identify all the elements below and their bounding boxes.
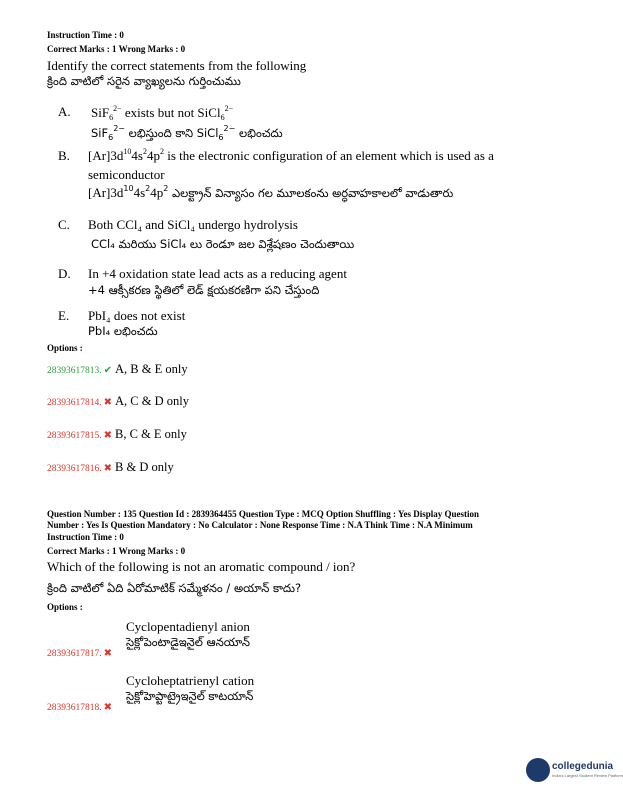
q2-header-line1: Question Number : 135 Question Id : 2839364455 Question Type : MCQ Option Shuffling : Yes Display Question: [47, 509, 479, 519]
cross-icon: ✖: [103, 463, 113, 474]
q1-options-label: Options :: [47, 343, 83, 353]
option-id: 28393617816.: [47, 464, 102, 474]
statement-c-te: CCl₄ మరియు SiCl₄ లు రెండూ జల విశ్లేషణం చెందుతాయి: [91, 237, 355, 251]
option-id: 28393617814.: [47, 398, 102, 408]
statement-c-en: Both CCl₄ and SiCl₄ undergo hydrolysis: [88, 217, 298, 232]
option-id: 28393617813.: [47, 366, 102, 376]
q2-option-1-en: Cyclopentadienyl anion: [126, 619, 250, 634]
q2-options-label: Options :: [47, 602, 83, 612]
check-icon: ✔: [103, 365, 113, 376]
cross-icon: ✖: [103, 702, 113, 713]
statement-e-en: PbI₄ does not exist: [88, 308, 186, 323]
option-id: 28393617817.: [47, 649, 102, 659]
q1-option[interactable]: [47, 425, 187, 443]
q2-header-line2: Number : Yes Is Question Mandatory : No Calculator : None Response Time : N.A Think Time : N.A Minimum: [47, 520, 473, 530]
q2-option-2-en: Cycloheptatrienyl cation: [126, 673, 255, 688]
q2-text-te: క్రింది వాటిలో ఏది ఏరోమాటిక్ సమ్మేళనం / అయాన్ కాదు?: [47, 581, 302, 595]
q2-option[interactable]: [47, 697, 115, 715]
cross-icon: ✖: [103, 397, 113, 408]
option-text: B & D only: [115, 460, 174, 474]
collegedunia-logo: [526, 758, 623, 790]
option-id: 28393617815.: [47, 431, 102, 441]
statement-d-te: +4 ఆక్సీకరణ స్థితిలో లెడ్ క్షయకరణిగా పని చేస్తుంది: [88, 283, 320, 297]
logo-avatar-icon: [526, 758, 550, 782]
statement-c-label: C.: [58, 217, 70, 232]
cross-icon: ✖: [103, 430, 113, 441]
statement-a-label: A.: [58, 104, 71, 119]
q2-option-1-te: సైక్లోపెంటాడైఇనైల్ ఆనయాన్: [126, 635, 250, 649]
q2-text-en: Which of the following is not an aromatic compound / ion?: [47, 559, 356, 574]
statement-a-en: SiF$_6^{2-}$ exists but not SiCl$_6^{2-}$: [91, 104, 234, 122]
statement-b-te: $[Ar]3d^{10}4s^24p^2$ ఎలక్ట్రాన్ విన్యాసం గల మూలకంను అర్ధవాహకాలలో వాడుతారు: [88, 184, 454, 200]
q2-option[interactable]: [47, 643, 115, 661]
q1-text-en: Identify the correct statements from the following: [47, 58, 307, 73]
option-text: A, C & D only: [115, 394, 189, 408]
statement-e-label: E.: [58, 308, 70, 323]
statement-d-label: D.: [58, 266, 71, 281]
q1-option[interactable]: [47, 458, 174, 476]
option-id: 28393617818.: [47, 703, 102, 713]
q1-instruction-time: Instruction Time : 0: [47, 30, 124, 40]
q1-text-te: క్రింది వాటిలో సరైన వ్యాఖ్యలను గుర్తించుము: [47, 74, 241, 88]
statement-d-en: In +4 oxidation state lead acts as a reducing agent: [88, 266, 347, 281]
q2-marks: Correct Marks : 1 Wrong Marks : 0: [47, 546, 186, 556]
cross-icon: ✖: [103, 648, 113, 659]
q2-option-2-te: సైక్లోహెప్టాట్రైఇనైల్ కాటయాన్: [126, 689, 254, 703]
q1-option[interactable]: [47, 360, 188, 378]
statement-b-en: $[Ar]3d^{10}4s^24p^2$ is the electronic configuration of an element which is used as a: [88, 147, 494, 163]
q1-option[interactable]: [47, 392, 189, 410]
statement-b-label: B.: [58, 148, 70, 163]
statement-e-te: PbI₄ లభించదు: [88, 324, 158, 338]
option-text: B, C & E only: [115, 427, 187, 441]
logo-name: collegedunia: [552, 761, 614, 772]
option-text: A, B & E only: [115, 362, 188, 376]
statement-a-te: SiF$_6^{2-}$ లభిస్తుంది కాని SiCl$_6^{2-}$ లభించదు: [91, 124, 283, 142]
statement-b-en-line2: semiconductor: [88, 167, 165, 182]
q2-instruction-time: Instruction Time : 0: [47, 532, 124, 542]
q1-marks: Correct Marks : 1 Wrong Marks : 0: [47, 44, 186, 54]
logo-tagline: India's Largest Student Review Platform: [552, 773, 623, 778]
